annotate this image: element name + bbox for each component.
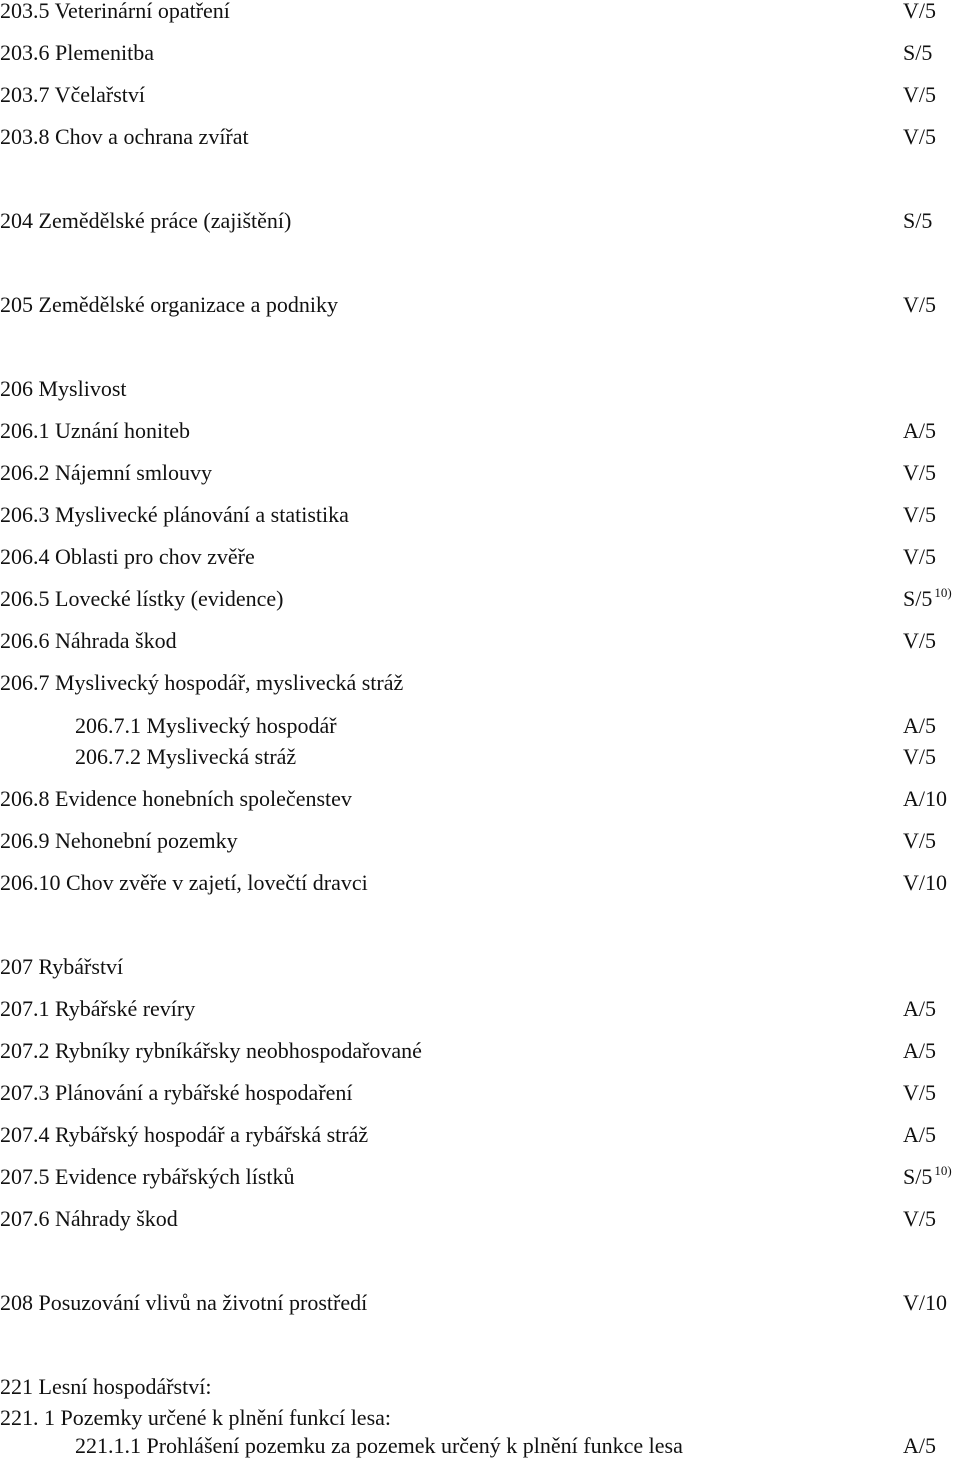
list-item [0, 711, 960, 741]
item-label: 206.1 Uznání honiteb [0, 418, 191, 443]
section-heading: 207 Rybářství [0, 954, 124, 979]
code-value: S/5 [903, 1164, 933, 1189]
list-item [0, 416, 960, 446]
retention-code: S/5 [903, 40, 933, 65]
footnote-ref: 10) [934, 585, 952, 600]
retention-code: V/5 [903, 1206, 936, 1231]
list-item [0, 542, 960, 572]
retention-code: A/5 [903, 713, 936, 738]
item-label: 206.2 Nájemní smlouvy [0, 460, 213, 485]
list-item [0, 1120, 960, 1150]
retention-code: S/5 [903, 208, 933, 233]
list-item [0, 38, 960, 68]
retention-code: V/5 [903, 0, 936, 23]
retention-code: V/5 [903, 628, 936, 653]
list-item [0, 742, 960, 772]
list-item [0, 1372, 960, 1402]
section-heading: 221 Lesní hospodářství: [0, 1374, 212, 1399]
item-label: 206.7 Myslivecký hospodář, myslivecká stráž [0, 670, 404, 695]
item-label: 203.5 Veterinární opatření [0, 0, 230, 23]
list-item [0, 290, 960, 320]
item-label: 207.1 Rybářské revíry [0, 996, 196, 1021]
item-label: 206.7.2 Myslivecká stráž [75, 744, 297, 769]
retention-code: V/5 [903, 82, 936, 107]
retention-code: V/5 [903, 460, 936, 485]
item-label: 204 Zemědělské práce (zajištění) [0, 208, 292, 233]
section-heading: 206 Myslivost [0, 376, 127, 401]
item-label: 206.6 Náhrada škod [0, 628, 177, 653]
item-label: 221.1.1 Prohlášení pozemku za pozemek určený k plnění funkce lesa [75, 1433, 683, 1458]
retention-code: A/5 [903, 1038, 936, 1063]
retention-code [903, 584, 952, 614]
list-item [0, 374, 960, 404]
list-item [0, 1162, 960, 1192]
item-label: 207.4 Rybářský hospodář a rybářská stráž [0, 1122, 369, 1147]
retention-code: V/5 [903, 828, 936, 853]
item-label: 206.10 Chov zvěře v zajetí, lovečtí dravci [0, 870, 368, 895]
list-item [0, 994, 960, 1024]
item-label: 206.8 Evidence honebních společenstev [0, 786, 352, 811]
item-label: 206.9 Nehonební pozemky [0, 828, 238, 853]
item-label: 203.6 Plemenitba [0, 40, 154, 65]
retention-code: A/5 [903, 1122, 936, 1147]
list-item [0, 122, 960, 152]
retention-code: V/5 [903, 1080, 936, 1105]
list-item [0, 80, 960, 110]
list-item [0, 206, 960, 236]
retention-code: A/5 [903, 1433, 936, 1458]
list-item [0, 668, 960, 698]
item-label: 207.5 Evidence rybářských lístků [0, 1164, 295, 1189]
item-label: 203.7 Včelařství [0, 82, 146, 107]
list-item [0, 1431, 960, 1461]
retention-code: V/5 [903, 544, 936, 569]
code-value: S/5 [903, 586, 933, 611]
retention-code: V/5 [903, 744, 936, 769]
list-item [0, 458, 960, 488]
retention-code: V/5 [903, 502, 936, 527]
retention-code: A/5 [903, 996, 936, 1021]
item-label: 207.2 Rybníky rybníkářsky neobhospodařované [0, 1038, 422, 1063]
list-item [0, 1204, 960, 1234]
list-item [0, 584, 960, 614]
list-item [0, 626, 960, 656]
item-label: 207.6 Náhrady škod [0, 1206, 178, 1231]
item-label: 206.3 Myslivecké plánování a statistika [0, 502, 349, 527]
retention-code: A/5 [903, 418, 936, 443]
retention-code: V/10 [903, 870, 947, 895]
footnote-ref: 10) [934, 1163, 952, 1178]
list-item [0, 0, 960, 26]
retention-code [903, 1162, 952, 1192]
list-item [0, 784, 960, 814]
item-label: 206.4 Oblasti pro chov zvěře [0, 544, 255, 569]
item-label: 208 Posuzování vlivů na životní prostředí [0, 1290, 368, 1315]
retention-code: A/10 [903, 786, 947, 811]
list-item [0, 1036, 960, 1066]
item-label: 207.3 Plánování a rybářské hospodaření [0, 1080, 353, 1105]
list-item [0, 1403, 960, 1433]
retention-code: V/5 [903, 292, 936, 317]
list-item [0, 500, 960, 530]
item-label: 203.8 Chov a ochrana zvířat [0, 124, 249, 149]
list-item [0, 1288, 960, 1318]
item-label: 206.5 Lovecké lístky (evidence) [0, 586, 284, 611]
item-label: 221. 1 Pozemky určené k plnění funkcí lesa: [0, 1405, 392, 1430]
item-label: 205 Zemědělské organizace a podniky [0, 292, 339, 317]
list-item [0, 826, 960, 856]
list-item [0, 1078, 960, 1108]
retention-code: V/5 [903, 124, 936, 149]
retention-code: V/10 [903, 1290, 947, 1315]
list-item [0, 952, 960, 982]
list-item [0, 868, 960, 898]
item-label: 206.7.1 Myslivecký hospodář [75, 713, 337, 738]
